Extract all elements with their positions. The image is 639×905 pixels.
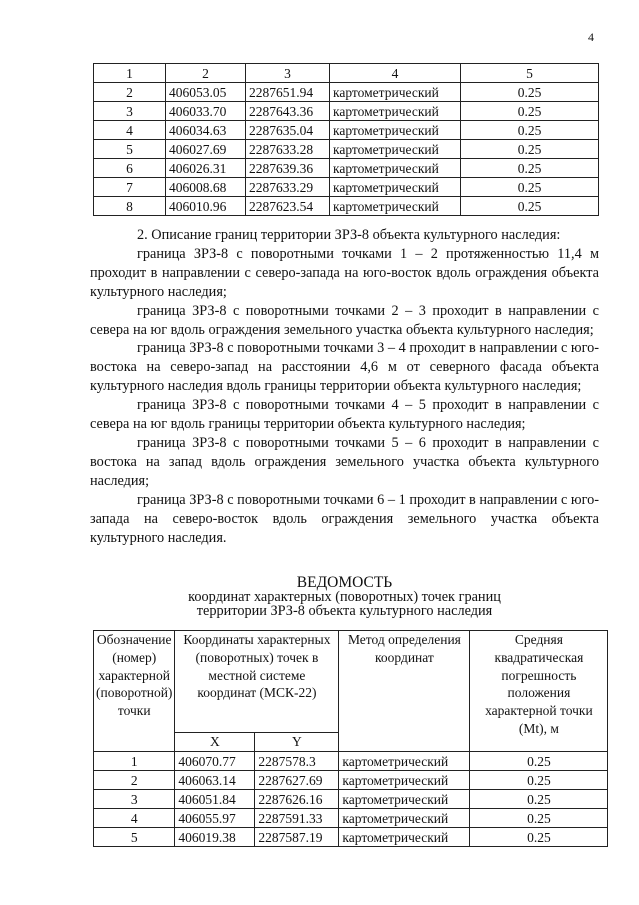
header-cell: 3: [246, 64, 330, 83]
coord-x: 406027.69: [166, 140, 246, 159]
header-cell: 5: [461, 64, 599, 83]
point-number: 3: [94, 790, 175, 809]
method: картометрический: [330, 140, 461, 159]
table-row: [94, 752, 608, 771]
coord-y: 2287623.54: [246, 197, 330, 216]
statement-subtitle-line1: координат характерных (поворотных) точек границ: [188, 589, 501, 605]
method: картометрический: [330, 197, 461, 216]
header-coordinates: Координаты характерных (поворотных) точек в местной системе координат (МСК-22): [175, 631, 339, 733]
table-row: [94, 102, 599, 121]
statement-subtitle-line2: территории ЗРЗ-8 объекта культурного наследия: [196, 603, 493, 619]
table-row: [94, 809, 608, 828]
method: картометрический: [339, 809, 470, 828]
header-x: X: [175, 732, 255, 751]
table-row: [94, 178, 599, 197]
coord-y: 2287578.3: [255, 752, 339, 771]
header-cell: 4: [330, 64, 461, 83]
point-number: 3: [94, 102, 166, 121]
coord-y: 2287639.36: [246, 159, 330, 178]
error-mt: 0.25: [461, 178, 599, 197]
coord-x: 406070.77: [175, 752, 255, 771]
table-row: [94, 121, 599, 140]
statement-coordinates-table: [93, 630, 608, 847]
paragraph: граница ЗРЗ-8 с поворотными точками 2 – 3 проходит в направлении с севера на юг вдоль ограждения земельного участка объекта культурного наследия;: [90, 302, 599, 338]
method: картометрический: [330, 121, 461, 140]
method: картометрический: [339, 771, 470, 790]
method: картометрический: [330, 102, 461, 121]
point-number: 2: [94, 83, 166, 102]
method: картометрический: [330, 159, 461, 178]
coord-x: 406033.70: [166, 102, 246, 121]
table-header-row: [94, 631, 608, 733]
table-row: [94, 159, 599, 178]
error-mt: 0.25: [470, 828, 608, 847]
header-error: Средняя квадратическая погрешность положения характерной точки (Mt), м: [470, 631, 608, 752]
point-number: 8: [94, 197, 166, 216]
error-mt: 0.25: [461, 83, 599, 102]
paragraph: граница ЗРЗ-8 с поворотными точками 1 – 2 протяженностью 11,4 м проходит в направлении с северо-запада на юго-восток вдоль ограждения объекта культурного наследия;: [90, 245, 599, 300]
point-number: 4: [94, 809, 175, 828]
header-cell: 1: [94, 64, 166, 83]
error-mt: 0.25: [470, 771, 608, 790]
method: картометрический: [339, 828, 470, 847]
header-y: Y: [255, 732, 339, 751]
error-mt: 0.25: [470, 752, 608, 771]
point-number: 2: [94, 771, 175, 790]
paragraph: граница ЗРЗ-8 с поворотными точками 6 – 1 проходит в направлении с юго-запада на северо-восток вдоль ограждения земельного участка объекта культурного наследия.: [90, 491, 599, 546]
point-number: 1: [94, 752, 175, 771]
error-mt: 0.25: [461, 102, 599, 121]
table-row: [94, 140, 599, 159]
coord-x: 406026.31: [166, 159, 246, 178]
coord-x: 406010.96: [166, 197, 246, 216]
table-row: [94, 771, 608, 790]
coord-y: 2287627.69: [255, 771, 339, 790]
page-number: 4: [588, 30, 594, 44]
coord-x: 406055.97: [175, 809, 255, 828]
table-row: [94, 828, 608, 847]
section-heading: 2. Описание границ территории ЗРЗ-8 объекта культурного наследия:: [137, 227, 561, 243]
error-mt: 0.25: [461, 197, 599, 216]
coord-y: 2287651.94: [246, 83, 330, 102]
point-number: 7: [94, 178, 166, 197]
coord-y: 2287635.04: [246, 121, 330, 140]
coord-y: 2287587.19: [255, 828, 339, 847]
method: картометрический: [339, 752, 470, 771]
error-mt: 0.25: [470, 809, 608, 828]
coord-y: 2287591.33: [255, 809, 339, 828]
method: картометрический: [330, 178, 461, 197]
boundary-description: [90, 226, 599, 547]
error-mt: 0.25: [461, 159, 599, 178]
point-number: 6: [94, 159, 166, 178]
table-header-row: [94, 64, 599, 83]
error-mt: 0.25: [461, 121, 599, 140]
coordinates-table-continued: [93, 63, 599, 216]
coord-x: 406063.14: [175, 771, 255, 790]
coord-x: 406051.84: [175, 790, 255, 809]
statement-title: ВЕДОМОСТЬ: [296, 574, 393, 591]
header-point-designation: Обозначение (номер) характерной (поворотной) точки: [94, 631, 175, 752]
table-row: [94, 83, 599, 102]
point-number: 5: [94, 140, 166, 159]
table-row: [94, 197, 599, 216]
coord-y: 2287633.28: [246, 140, 330, 159]
coord-x: 406019.38: [175, 828, 255, 847]
coord-y: 2287633.29: [246, 178, 330, 197]
table-row: [94, 790, 608, 809]
coord-x: 406034.63: [166, 121, 246, 140]
coord-x: 406053.05: [166, 83, 246, 102]
coord-y: 2287626.16: [255, 790, 339, 809]
point-number: 4: [94, 121, 166, 140]
coord-y: 2287643.36: [246, 102, 330, 121]
method: картометрический: [339, 790, 470, 809]
header-method: Метод определения координат: [339, 631, 470, 752]
error-mt: 0.25: [461, 140, 599, 159]
method: картометрический: [330, 83, 461, 102]
header-cell: 2: [166, 64, 246, 83]
paragraph: граница ЗРЗ-8 с поворотными точками 3 – 4 проходит в направлении с юго-востока на северо-запад на расстоянии 4,6 м от северного фасада объекта культурного наследия вдоль границы территории объекта культурного наследия;: [90, 340, 599, 395]
paragraph: граница ЗРЗ-8 с поворотными точками 4 – 5 проходит в направлении с севера на юг вдоль границы территории объекта культурного наследия;: [90, 397, 599, 433]
error-mt: 0.25: [470, 790, 608, 809]
point-number: 5: [94, 828, 175, 847]
statement-title-block: [90, 576, 599, 618]
paragraph: граница ЗРЗ-8 с поворотными точками 5 – 6 проходит в направлении с востока на запад вдоль ограждения земельного участка объекта культурного наследия;: [90, 434, 599, 489]
coord-x: 406008.68: [166, 178, 246, 197]
